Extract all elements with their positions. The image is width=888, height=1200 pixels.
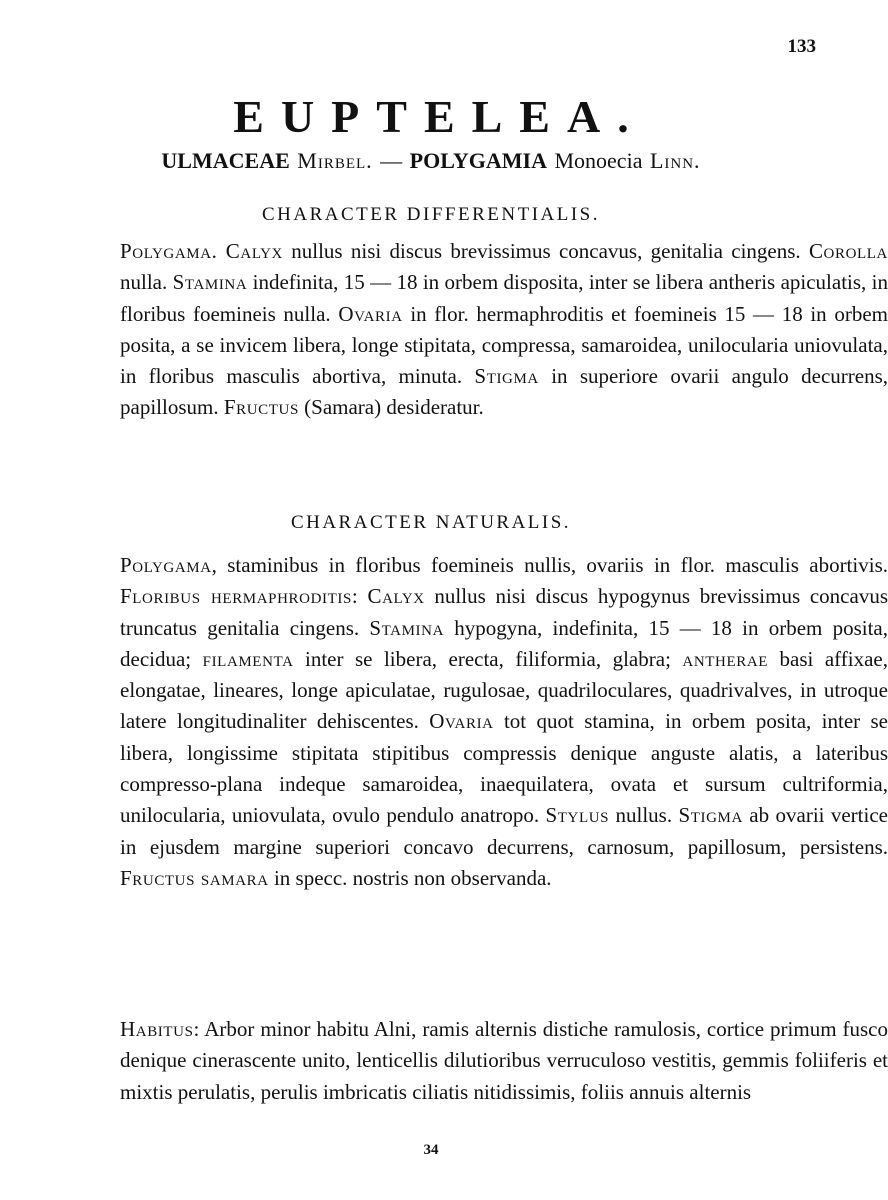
text-segment: in flor. hermaphroditis et foemineis 15 — 18 in orbem posita, a se invicem libera, longe stipitata, compressa, samaroidea, unilocularia uniovulata, in floribus masculis abortiva, minuta. (120, 301, 888, 389)
paragraph-habitus (62, 1014, 888, 1108)
term-small-caps: Corolla (808, 239, 888, 263)
paragraph-character-differentialis (62, 236, 888, 424)
term-small-caps: Calyx (225, 239, 283, 263)
term-small-caps: Ovaria (429, 709, 494, 734)
text-segment: basi affixae, elongatae, lineares, longe apiculatae, rugulosae, quadriloculares, quadrivalves, in utroque latere longitudinaliter dehiscentes. (120, 646, 888, 734)
heading-character-naturalis: CHARACTER NATURALIS. (290, 512, 572, 533)
term-small-caps: Stamina (369, 615, 445, 640)
order-name: Monoecia (554, 148, 643, 173)
text-segment: tot quot stamina, in orbem posita, inter se libera, longissime stipitata stipitibus compressis denique anguste alatis, a lateribus compresso-plana indeque samaroidea, inaequilatera, ovata et sursum cultriformia, unilocularia, uniovulata, ovulo pendulo anatropo. (120, 709, 888, 828)
class-author: Linn. (649, 148, 701, 173)
class-name: POLYGAMIA (409, 148, 547, 173)
text-segment: inter se libera, erecta, filiformia, glabra; (293, 646, 683, 671)
text-segment: (Samara) desideratur. (298, 395, 484, 420)
term-small-caps: Polygama (120, 553, 212, 577)
term-small-caps: Stylus (545, 803, 610, 828)
text-segment: indefinita, 15 — 18 in orbem disposita, inter se libera antheris apiculatis, in floribus foemineis nulla. (120, 270, 888, 326)
family-dash: — (380, 148, 403, 173)
text-segment: nulla. (120, 270, 173, 295)
text-segment: : (351, 584, 368, 609)
text-segment: : Arbor minor habitu Alni, ramis alternis distiche ramulosis, cortice primum fusco denique cinerascente unito, lenticellis dilutioribus verruculoso vestitis, gemmis foliiferis et mixtis perulatis, perulis imbricatis ciliatis nitidissimis, foliis annuis alternis (120, 1017, 888, 1104)
text-segment: , staminibus in floribus foemineis nullis, ovariis in flor. masculis abortivis. (211, 553, 888, 577)
term-small-caps: Fructus samara (120, 865, 269, 890)
term-small-caps: Stamina (172, 270, 248, 295)
signature-number: 34 (423, 1142, 439, 1158)
term-small-caps: Fructus (223, 395, 299, 420)
paragraph-character-naturalis (62, 550, 888, 894)
term-small-caps: Stigma (474, 364, 539, 389)
term-small-caps: Stigma (678, 803, 743, 828)
term-small-caps: Floribus hermaphroditis (120, 584, 352, 609)
text-segment: hypogyna, indefinita, 15 — 18 in orbem posita, decidua; (120, 615, 888, 671)
text-segment: nullus. (609, 803, 679, 828)
page-number: 133 (787, 36, 816, 57)
heading-character-differentialis: CHARACTER DIFFERENTIALIS. (261, 204, 600, 225)
family-line (0, 148, 862, 174)
text-segment: in superiore ovarii angulo decurrens, papillosum. (120, 364, 888, 420)
text-segment: nullus nisi discus brevissimus concavus, genitalia cingens. (282, 239, 809, 263)
text-segment (218, 239, 226, 263)
family-name: ULMACEAE (161, 148, 290, 173)
term-small-caps: antherae (682, 646, 769, 671)
family-author: Mirbel. (297, 148, 373, 173)
text-segment: ab ovarii vertice in ejusdem margine superiori concavo decurrens, carnosum, papillosum, persistens. (120, 803, 888, 859)
text-segment: in specc. nostris non observanda. (268, 865, 552, 890)
term-small-caps: Polygama. (120, 239, 218, 263)
term-small-caps: Calyx (367, 584, 425, 609)
term-small-caps: Habitus (120, 1017, 194, 1041)
text-segment: nullus nisi discus hypogynus brevissimus concavus truncatus genitalia cingens. (120, 584, 888, 640)
genus-title: EUPTELEA. (233, 91, 646, 142)
term-small-caps: Ovaria (338, 301, 403, 326)
term-small-caps: filamenta (202, 646, 294, 671)
